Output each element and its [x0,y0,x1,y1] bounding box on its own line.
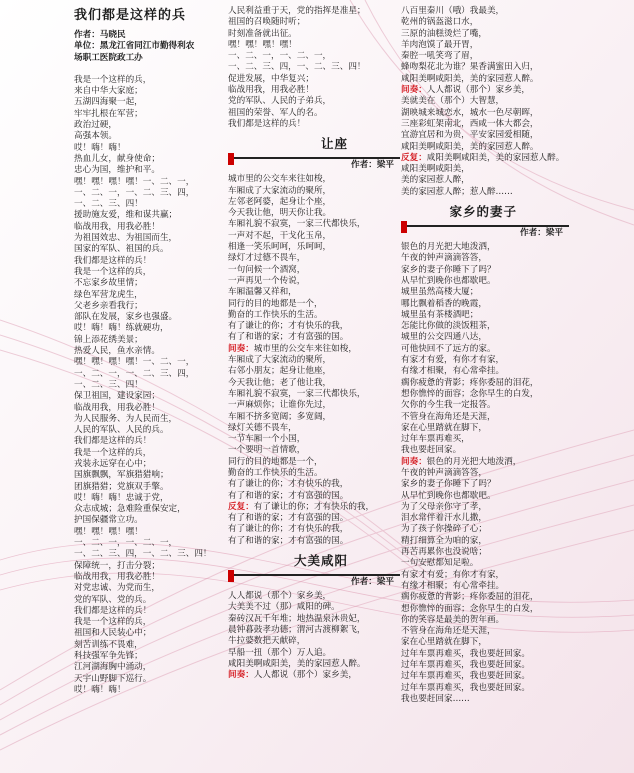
poem-line [228,434,400,445]
line-text: 有了和谐的家；才有富强的国。 [228,535,349,546]
poem-line [401,423,569,434]
poem-line: 我们都是这样的兵！ [74,436,152,447]
poem-line [228,287,400,298]
line-text: 精打细算全为咱的家， [401,535,487,546]
line-text: 想你憔悴的面容；念你早生的白发， [401,388,539,399]
header-rule [228,157,400,159]
line-text: 我也要赶回家…… [401,693,470,704]
poem-line [401,502,569,513]
line-text: 过年车票再难买，我也要赶回家。 [401,660,530,671]
line-text: 宜游宜居和为贵，平安家园爱相随， [401,130,539,141]
line-text: 有缘才相聚；有心常牵挂。 [401,580,505,591]
poem-line [401,389,569,400]
poem-line [401,85,569,96]
poem-line [401,378,569,389]
poem-line [401,479,569,490]
poem-line [228,457,400,468]
poem-line [401,40,569,51]
poem-author: 作者：梁平 [351,160,394,171]
section-header [228,136,400,171]
poem-lines [401,6,569,198]
line-text: 绿灯关德不畏车， [228,422,297,433]
header-accent [401,221,407,233]
poem-line [228,445,400,456]
poem-line [401,570,569,581]
poem-line: 一、二、一，一、二、三、四， [74,368,195,379]
poem-line [401,265,569,276]
poem-line: 为人民服务、为人民而生， [74,413,178,424]
poem-line [228,186,400,197]
section-header [228,553,400,588]
section-marker: 反复： [228,501,254,512]
poem-line: 我们都是这样的兵！ [228,118,306,129]
line-text: 城里的公交四通八达， [401,332,487,343]
line-text: 家乡的妻子你睡下了吗？ [401,264,496,275]
poem-line [401,694,569,705]
poem-line [401,604,569,615]
line-text: 你的笑容是最美的贺年画。 [401,614,505,625]
poem-line: 锦上添花绣美景； [74,334,143,345]
poem-author: 作者：马晓民 [74,30,126,40]
poem-title: 家乡的妻子 [449,204,517,220]
poem-line [401,310,569,321]
poem-line: 天宇山野脚下巡行。 [74,673,152,684]
poem-line [228,174,400,185]
poem-line: 来自中华大家庭； [74,86,143,97]
poem-line [228,310,400,321]
line-text: 咸阳美啊咸阳美，美的家园惹人醉。 [401,73,539,84]
column-2 [228,6,400,681]
poem-line [401,62,569,73]
poem-line: 父老乡亲看我行； [74,300,143,311]
line-text: 咸阳美啊咸阳美， [401,164,470,175]
poem-line: 祖国的召唤随时听； [228,17,306,28]
poem-line [228,208,400,219]
poem-line: 哎！嗨！嗨！忠诚于党， [74,492,169,503]
section-header [401,204,569,239]
poem-line: 刻苦训练不畏难， [74,639,143,650]
line-text: 过年车票再难买，我也要赶回家。 [401,671,530,682]
section-marker: 间奏： [228,670,254,681]
line-text: 午夜的钟声滴滴答答， [401,253,487,264]
line-text: 咸阳美啊咸阳美，美的家园惹人醉。 [401,141,539,152]
line-text: 同行的目的地都是一个， [228,298,323,309]
poem-line: 我们都是这样的兵！ [74,255,152,266]
poem-author: 作者：梁平 [351,577,394,588]
line-text: 咸阳美啊咸阳美，美的家园惹人醉。 [228,658,366,669]
line-text: 同行的目的地都是一个， [228,456,323,467]
poem-line [228,412,400,423]
poem-line [228,513,400,524]
poem-line [401,683,569,694]
poem-line [228,602,400,613]
poem-line: 人民利益重于天，党的指挥是准星； [228,6,366,16]
poem-line: 我们都是这样的兵！ [74,605,152,616]
poem-line [228,197,400,208]
poem-line: 嘿！嘿！嘿！嘿！一、二、一， [74,357,195,368]
poem-line [401,434,569,445]
poem-line: 嘿！嘿！嘿！嘿！ [228,39,297,50]
poem-line [401,175,569,186]
poem-line [228,265,400,276]
poem-line: 热爱人民，鱼水亲情。 [74,346,160,357]
poem-line [228,659,400,670]
poem-unit-line: 场职工医院政工办 [74,52,143,63]
line-text: 蜂吻梨花北为谁？果香满蜜田入归， [401,62,539,73]
poem-line [401,332,569,343]
poem-line [228,242,400,253]
poem-line [401,321,569,332]
line-text: 一声对不起，干戈化玉帛， [228,230,332,241]
line-text: 瘸你疲惫的背影；疼你委屈的泪花， [401,592,539,603]
line-text: 泪水常伴着汗水儿撒， [401,513,487,524]
line-text: 美的家园惹人醉；惹人醉…… [401,186,513,197]
line-text: 可他快回不了远方的家。 [401,343,496,354]
line-text: 银色的月光把大地泼洒， [426,456,522,467]
poem-line: 为祖国效忠、为祖国而生， [74,233,178,244]
poem-line: 一、二、三、四！ [74,379,143,390]
line-text: 勤奋的工作快乐的生活。 [228,309,323,320]
poem-line: 团旗猎猎；党旗双手擎。 [74,481,169,492]
line-text: 八百里秦川（哦）我最美， [401,6,505,16]
poem-line: 一、二、一，一、二、一， [228,51,332,62]
line-text: 秦腔一吼笑弯了眉， [401,51,479,62]
poem-line: 哎！嗨！嗨！ [74,684,126,695]
poem-line: 一、二、三、四，一、二、三、四！ [74,549,212,560]
line-text: 羊肉泡馍了最开胃， [401,39,479,50]
poem-line [228,536,400,547]
line-text: 有缘才相聚，有心常牵挂。 [401,366,505,377]
line-text: 城里虽然高楼大厦； [401,287,479,298]
poem-line: 一、二、一，一、二、一， [74,538,178,549]
header-rule [228,574,400,576]
poem-line [401,355,569,366]
line-text: 右邻小朋友；起身让他座， [228,366,332,377]
line-text: 今天我让他，明天你让我。 [228,208,332,219]
poem-line [401,400,569,411]
poem-line [228,355,400,366]
line-text: 有了谦让的你；才有快乐的我， [228,321,349,332]
poem-line: 我是一个这样的兵， [74,266,152,277]
poem-line [401,287,569,298]
poem-line [228,219,400,230]
poem-line: 护国保疆常立功。 [74,515,143,526]
poem-line [228,344,400,355]
poem-line: 一、二、三、四！ [74,199,143,210]
line-text: 城市里的公交车来往如梭， [228,174,332,185]
poem-line: 临战用我，用我必胜！ [74,221,160,232]
poem-line: 一、二、三、四，一、二、三、四！ [228,62,366,73]
section-marker: 反复： [401,152,427,163]
poem-line [228,378,400,389]
line-text: 车厢成了大家流动的聚所， [228,185,332,196]
poem-line: 一、二、一，一、二、三、四， [74,187,195,198]
line-text: 不管身在海角还是天涯， [401,626,496,637]
poem-line: 五湖四海聚一起， [74,97,143,108]
poem-line [401,108,569,119]
poem-line [228,648,400,659]
poem-line [228,591,400,602]
line-text: 有了谦让的你；才有快乐的我， [228,479,349,490]
poem-line [401,581,569,592]
section-marker: 间奏： [401,85,427,96]
poem-line: 党的军队、党的兵。 [74,594,152,605]
poem-line: 江河湖海胸中涌动， [74,662,152,673]
line-text: 家在心里踏就在脚下， [401,422,487,433]
poem-line [401,445,569,456]
column-3 [401,6,569,705]
poem-line: 忠心为国，维护和平。 [74,165,160,176]
poem-line: 国旗飘飘，军旗猎猎响； [74,470,169,481]
poem-line: 嘿！嘿！嘿！嘿！一、二、一， [74,176,195,187]
poem-line [401,558,569,569]
line-text: 再苦再累你也没说啥； [401,547,487,558]
line-text: 过年车票再难买，我也要赶回家。 [401,682,530,693]
poem-line [401,513,569,524]
poem-line [401,276,569,287]
line-text: 有了谦让的你；才有快乐的我， [228,524,349,535]
poem-line: 我是一个这样的兵， [74,74,152,85]
line-text: 三座彩虹架南北，西咸一体大都会， [401,118,539,129]
poem-line: 临战用我，用我必胜！ [74,402,160,413]
poem-line: 保卫祖国，建设家园； [74,391,160,402]
line-text: 城市里的公交车来往如梭， [253,343,357,354]
poem-line [401,187,569,198]
line-text: 秦砖汉瓦千年堆；地热温泉沐贵妃， [228,613,366,624]
line-text: 过年车票再难买，我也要赶回家。 [401,648,530,659]
line-text: 人人都说（那个）家乡美， [253,670,357,681]
line-text: 想你憔悴的面容；念你早生的白发， [401,603,539,614]
line-text: 人人都说（那个）家乡美， [228,591,332,602]
poem-line [228,299,400,310]
line-text: 城里虽有茶楼酒吧； [401,309,479,320]
poem-line [228,400,400,411]
poem-line [401,242,569,253]
poem-line [401,74,569,85]
line-text: 一句问候一个酒窝， [228,264,306,275]
poem-line [401,491,569,502]
poem-line [401,637,569,648]
poem-line: 热血儿女，献身使命； [74,153,160,164]
poem-line [228,614,400,625]
poem-unit-line: 单位：黑龙江省同江市勤得利农 [74,41,195,52]
line-text: 人人都说（那个）家乡美， [426,85,530,96]
line-text: 绿灯才过德不畏车， [228,253,306,264]
poem-line: 人民的军队、人民的兵。 [74,425,169,436]
poem-lines [228,591,400,681]
line-text: 我也要赶回家。 [401,445,462,456]
poem-lines [228,174,400,547]
poem-line [401,142,569,153]
line-text: 三原的油糕烫烂了嘴， [401,28,487,39]
poem-line [228,366,400,377]
poem-line: 国家的军队、祖国的兵。 [74,244,169,255]
poem-line: 保障统一，打击分裂； [74,560,160,571]
poem-line [228,625,400,636]
line-text: 午夜的钟声滴滴答答， [401,467,487,478]
poem-line [401,660,569,671]
poem-line [228,276,400,287]
poem-line [401,626,569,637]
poem-line [401,412,569,423]
poem-author: 作者：梁平 [520,228,563,239]
poem-line [401,547,569,558]
poem-line: 临战用我，用我必胜！ [74,571,160,582]
poem-line: 我是一个这样的兵， [74,447,152,458]
poem-line [228,389,400,400]
line-text: 乾州的锅盔滋口水， [401,17,479,28]
poem-line [228,479,400,490]
line-text: 有了和谐的家；才有富强的国。 [228,332,349,343]
poem-line [401,457,569,468]
poem-line [401,164,569,175]
poem-line: 祖国和人民装心中； [74,628,152,639]
line-text: 一节车厢一个小国， [228,434,306,445]
poem-line: 高强本领。 [74,131,117,142]
poem-line: 援助施友爱，维和谋共赢； [74,210,178,221]
line-text: 相逢一笑乐呵呵，乐呵呵， [228,242,332,253]
poem-line [401,96,569,107]
poem-lines [401,242,569,705]
poem-line [228,332,400,343]
line-text: 欠你的今生我一定报答。 [401,400,496,411]
poem-line [401,671,569,682]
poem-line: 牢牢扎根在军营； [74,108,143,119]
poem-line: 党的军队、人民的子弟兵， [228,96,332,107]
line-text: 家在心里踏就在脚下， [401,637,487,648]
poem-line: 对党忠诚、为党而生， [74,583,160,594]
line-text: 有家才有爱，有你才有家， [401,355,505,366]
line-text: 瘸你疲惫的背影；疼你委屈的泪花， [401,377,539,388]
line-text: 从早忙到晚你也都歇吧。 [401,275,496,286]
line-text: 车厢礼貌不寂寞，一家三代都快乐， [228,219,366,230]
line-text: 美就美在（那个）大智慧， [401,96,505,107]
line-text: 一声再见一个传说， [228,275,306,286]
line-text: 车厢温馨又祥和， [228,287,297,298]
line-text: 牛拉婆数把天献碎， [228,636,306,647]
poem-line: 我是一个这样的兵， [74,617,152,628]
section-marker: 间奏： [228,343,254,354]
poem-title: 大美咸阳 [293,553,348,569]
line-text: 车厢成了大家流动的聚所， [228,355,332,366]
poem-line: 部队在发展，家乡也强盛。 [74,312,178,323]
poem-line [401,615,569,626]
line-text: 今天我让他；老了他让我， [228,377,332,388]
column-1 [74,6,229,696]
line-text: 一句安慰都知足啦。 [401,558,479,569]
poem-title: 我们都是这样的兵 [74,8,187,23]
poem-line: 祖国的荣誉、军人的名。 [228,107,323,118]
poem-line: 哎！嗨！嗨！练就硬功， [74,323,169,334]
line-text: 银色的月光把大地泼洒， [401,242,496,253]
poem-line [401,51,569,62]
poem-line [228,524,400,535]
poem-line [401,119,569,130]
line-text: 家乡的妻子你睡下了吗？ [401,479,496,490]
section-marker: 间奏： [401,456,427,467]
poem-line [401,29,569,40]
poem-line [401,468,569,479]
line-text: 早船一扭（那个）万人追。 [228,647,332,658]
line-text: 从早忙到晚你也都歇吧。 [401,490,496,501]
poem-line [228,491,400,502]
poem-line [401,153,569,164]
header-accent [228,153,234,165]
poem-line [401,6,569,17]
poem-line [228,670,400,681]
poem-line: 政治过硬， [74,120,117,131]
poem-line: 不忘家乡故里情； [74,278,143,289]
poem-line [401,536,569,547]
poem-line: 绿色军营龙虎生， [74,289,143,300]
line-text: 有了和谐的家；才有富强的国。 [228,490,349,501]
poem-line: 临战用我，用我必胜！ [228,85,314,96]
poem-line [228,423,400,434]
line-text: 左邻老阿婆，起身让个座， [228,196,332,207]
poem-line: 嘿！嘿！嘿！嘿！ [74,526,143,537]
poem-line: 科技强军争先锋； [74,651,143,662]
line-text: 晨钟暮鼓孝功德；渭河古渡柳絮飞， [228,624,366,635]
poem-title: 让座 [320,136,348,152]
poem-line [228,468,400,479]
poem-line [401,366,569,377]
poem-line [228,253,400,264]
line-text: 怎能比你做的淡饭粗茶， [401,321,496,332]
poem-lines [74,75,229,696]
poem-line [228,502,400,513]
line-text: 勤奋的工作快乐的生活。 [228,467,323,478]
poem-line [401,253,569,264]
line-text: 一声麻烦你；让谁你先过， [228,400,332,411]
line-text: 湖映城来城恋水，城水一色尽朝晖， [401,107,539,118]
line-text: 过年车票再难买， [401,434,470,445]
poem-line [401,130,569,141]
header-accent [228,570,234,582]
line-text: 为了父母亲你守了孝， [401,501,487,512]
header-rule [401,225,569,227]
line-text: 一个要明一首情歌， [228,445,306,456]
line-text: 哪比飘着稻香的晚霞， [401,298,487,309]
line-text: 有家才有爱；有你才有家， [401,569,505,580]
poem-line: 戎装永远穿在心中； [74,458,152,469]
line-text: 咸阳美啊咸阳美，美的家园惹人醉。 [426,152,565,163]
poem-line [401,344,569,355]
poem-line: 众志成城；急难险重保安定， [74,504,186,515]
poem-line [401,649,569,660]
poem-line: 时刻准备就出征。 [228,28,297,39]
poem-line: 哎！嗨！嗨！ [74,142,126,153]
poem-line [228,321,400,332]
poem-lines [228,6,400,130]
poem-line [401,524,569,535]
line-text: 车厢礼貌不寂寞，一家三代都快乐， [228,388,366,399]
line-text: 有了和谐的家；才有富强的国。 [228,513,349,524]
line-text: 车厢不挤多宽阔；多宽阔， [228,411,332,422]
poem-line [401,17,569,28]
poem-line [401,592,569,603]
poem-line [228,231,400,242]
line-text: 为了孩子你操碎了心； [401,524,487,535]
poem-line [401,299,569,310]
line-text: 大美美不过（那）咸阳的碑。 [228,602,340,613]
line-text: 不管身在海角还是天涯， [401,411,496,422]
poem-line: 促进发展，中华复兴； [228,73,314,84]
poem-line [228,636,400,647]
line-text: 美的家园惹人醉， [401,175,470,186]
line-text: 有了谦让的你；才有快乐的我， [253,501,375,512]
